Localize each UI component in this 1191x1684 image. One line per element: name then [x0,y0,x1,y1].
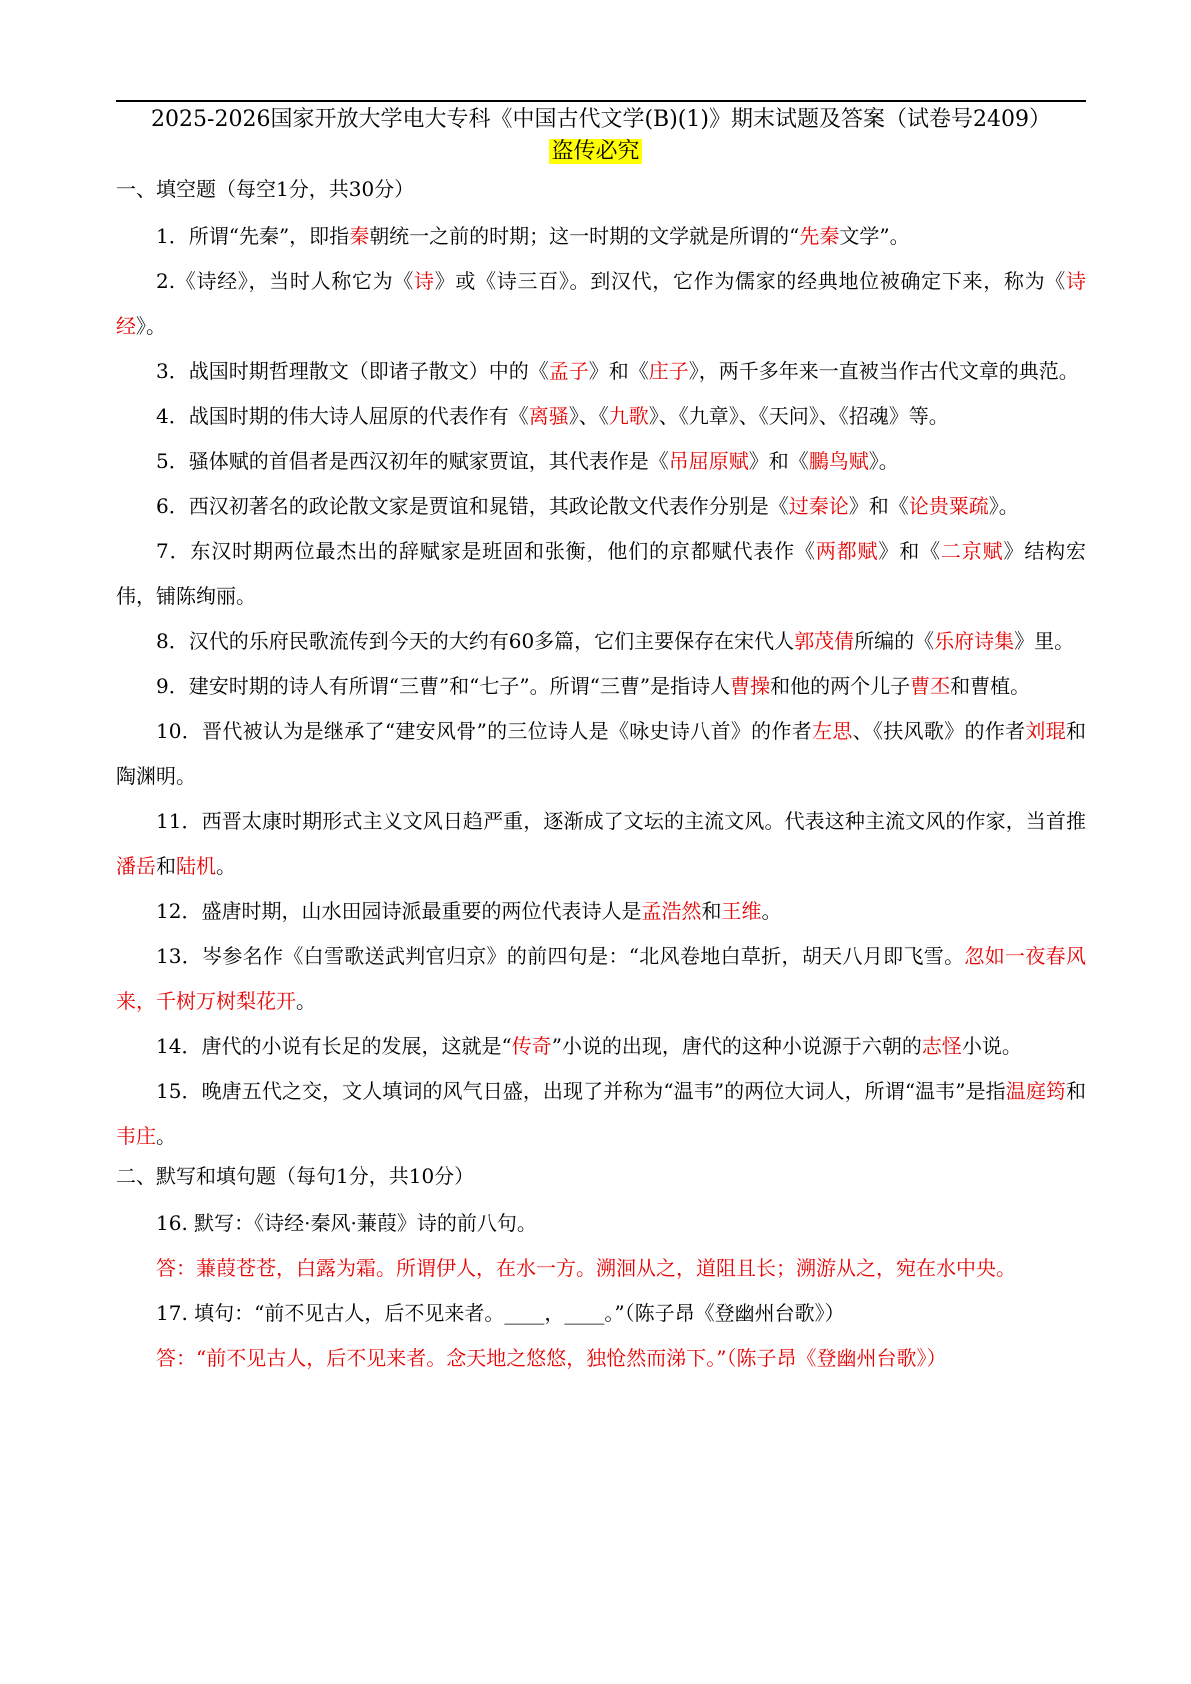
answer-text: 乐府诗集 [934,629,1015,653]
answer-text: 鵩鸟赋 [808,449,869,473]
answer-text: 陆机 [176,854,216,878]
banner-container [0,137,1191,167]
question-8: 8．汉代的乐府民歌流传到今天的大约有60多篇，它们主要保存在宋代人郭茂倩所编的《乐府诗集》里。 [156,629,1075,653]
answer-16: 答：蒹葭苍苍，白露为霜。所谓伊人，在水一方。溯洄从之，道阻且长；溯游从之，宛在水中央。 [156,1256,1016,1280]
answer-text: 王维 [721,899,762,923]
section-1-heading: 一、填空题（每空1分，共30分） [116,177,415,201]
answer-text: 诗经 [116,269,1086,338]
question-2: 2.《诗经》，当时人称它为《诗》或《诗三百》。到汉代，它作为儒家的经典地位被确定下来，称为《诗经》。 [116,269,1086,338]
answer-text: 二京赋 [940,539,1004,563]
answer-text: 志怪 [921,1034,962,1058]
answer-text: 韦庄 [116,1124,156,1148]
section-2-heading: 二、默写和填句题（每句1分，共10分） [116,1164,475,1188]
answer-text: 秦 [349,224,370,248]
answer-text: 温庭筠 [1005,1079,1066,1103]
question-3: 3．战国时期哲理散文（即诸子散文）中的《孟子》和《庄子》，两千多年来一直被当作古代文章的典范。 [156,359,1079,383]
fill-blank-questions [116,214,1086,1159]
question-9: 9．建安时期的诗人有所谓“三曹”和“七子”。所谓“三曹”是指诗人曹操和他的两个儿子曹丕和曹植。 [156,674,1031,698]
answer-text: 刘琨 [1025,719,1067,743]
answer-text: 忽如一夜春风来，千树万树梨花开 [116,944,1086,1013]
question-15: 15．晚唐五代之交，文人填词的风气日盛，出现了并称为“温韦”的两位大词人，所谓“温韦”是指温庭筠和韦庄。 [116,1079,1086,1148]
answer-text: 两都赋 [815,539,879,563]
answer-text: 孟浩然 [641,899,702,923]
question-12: 12．盛唐时期，山水田园诗派最重要的两位代表诗人是孟浩然和王维。 [156,899,782,923]
question-16: 16. 默写：《诗经·秦风·蒹葭》诗的前八句。 [156,1211,537,1235]
answer-17: 答：“前不见古人，后不见来者。念天地之悠悠，独怆然而涕下。”（陈子昂《登幽州台歌》） [156,1346,947,1370]
answer-text: 九歌 [608,404,649,428]
question-7: 7．东汉时期两位最杰出的辞赋家是班固和张衡，他们的京都赋代表作《两都赋》和《二京赋》结构宏伟，铺陈绚丽。 [116,539,1087,608]
answer-text: 曹操 [730,674,771,698]
piracy-banner: 盗传必究 [551,139,640,164]
question-4: 4．战国时期的伟大诗人屈原的代表作有《离骚》、《九歌》、《九章》、《天问》、《招魂》等。 [156,404,949,428]
question-13: 13．岑参名作《白雪歌送武判官归京》的前四句是：“北风卷地白草折，胡天八月即飞雪。忽如一夜春风来，千树万树梨花开。 [116,944,1086,1013]
answer-text: 过秦论 [788,494,849,518]
answer-text: 离骚 [528,404,569,428]
answer-text: 诗 [414,269,435,293]
answer-text: 传奇 [511,1034,552,1058]
answer-text: 论贵粟疏 [908,494,989,518]
answer-text: 先秦 [799,224,840,248]
question-11: 11．西晋太康时期形式主义文风日趋严重，逐渐成了文坛的主流文风。代表这种主流文风的作家，当首推潘岳和陆机。 [116,809,1086,878]
answer-text: 曹丕 [910,674,951,698]
question-17: 17. 填句：“前不见古人，后不见来者。____，____。”（陈子昂《登幽州台歌》） [156,1301,845,1325]
answer-text: 郭茂倩 [794,629,855,653]
page-title: 2025-2026国家开放大学电大专科《中国古代文学(B)(1)》期末试题及答案（试卷号2409） [151,107,1051,132]
answer-text: 庄子 [648,359,689,383]
exam-content [116,172,1086,1381]
top-rule [116,100,1086,102]
answer-text: 孟子 [548,359,589,383]
question-5: 5．骚体赋的首倡者是西汉初年的赋家贾谊，其代表作是《吊屈原赋》和《鵩鸟赋》。 [156,449,899,473]
question-10: 10．晋代被认为是继承了“建安风骨”的三位诗人是《咏史诗八首》的作者左思、《扶风歌》的作者刘琨和陶渊明。 [116,719,1087,788]
answer-text: 吊屈原赋 [668,449,749,473]
answer-text: 左思 [812,719,853,743]
question-6: 6．西汉初著名的政论散文家是贾谊和晁错，其政论散文代表作分别是《过秦论》和《论贵粟疏》。 [156,494,1019,518]
question-14: 14．唐代的小说有长足的发展，这就是“传奇”小说的出现，唐代的这种小说源于六朝的志怪小说。 [156,1034,1022,1058]
question-1: 1．所谓“先秦”，即指秦朝统一之前的时期；这一时期的文学就是所谓的“先秦文学”。 [156,224,910,248]
answer-text: 潘岳 [116,854,156,878]
